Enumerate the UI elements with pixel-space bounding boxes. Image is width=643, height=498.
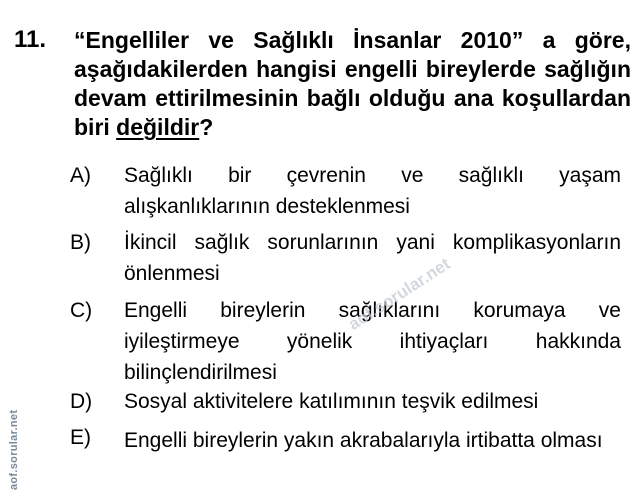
question-number: 11. [14, 26, 47, 53]
diagonal-watermark: aof.sorular.net [345, 254, 454, 334]
option-d-label: D) [70, 390, 93, 413]
option-c-text: Engelli bireylerin sağlıklarını korumaya ve iyileştirmeye yönelik ihtiyaçları hakkında bilinçlendirilmesi [124, 299, 621, 384]
question-mark: ? [199, 114, 214, 140]
side-watermark: aof.sorular.net [8, 409, 20, 490]
question-text [74, 26, 631, 142]
question-emphasis: değildir [116, 114, 200, 140]
option-b-text: İkincil sağlık sorunlarının yani komplikasyonların önlenmesi [124, 231, 621, 285]
option-c-label: C) [70, 299, 93, 322]
option-d-text: Sosyal aktivitelere katılımının teşvik edilmesi [124, 390, 539, 413]
option-a-label: A) [70, 164, 91, 187]
option-e-text: Engelli bireylerin yakın akrabalarıyla irtibatta olması [124, 429, 603, 452]
question-stem: “Engelliler ve Sağlıklı İnsanlar 2010” a göre, aşağıdakilerden hangisi engelli bireylerde sağlığın devam ettirilmesinin bağlı olduğu ana koşullardan biri [74, 27, 631, 140]
option-b-label: B) [70, 231, 91, 254]
option-a-text: Sağlıklı bir çevrenin ve sağlıklı yaşam alışkanlıklarının desteklenmesi [124, 164, 621, 218]
option-e-label: E) [70, 426, 91, 449]
